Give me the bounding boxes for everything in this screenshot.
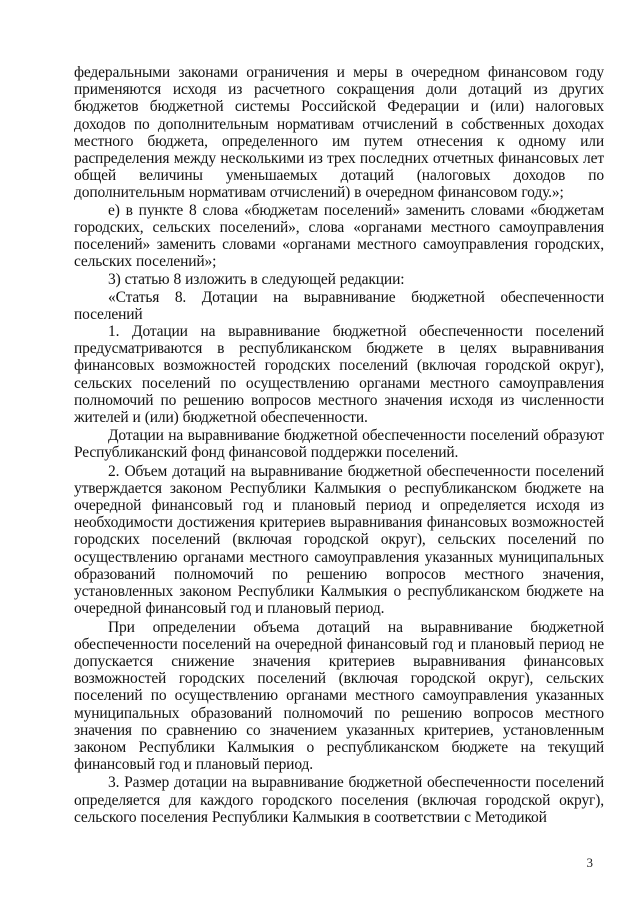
article-8-clause-1-fund: Дотации на выравнивание бюджетной обеспеченности поселений образуют Республиканский фонд финансовой поддержки поселений. [74,427,604,462]
article-8-clause-1: 1. Дотации на выравнивание бюджетной обеспеченности поселений предусматриваются в республиканском бюджете в целях выравнивания финансовых возможностей городских поселений (включая городской округ), сельских поселений по осуществлению органами местного самоуправления полномочий по решению вопросов местного значения исходя из численности жителей и (или) бюджетной обеспеченности. [74,323,604,427]
article-8-clause-3: 3. Размер дотации на выравнивание бюджетной обеспеченности поселений определяется для каждого городского поселения (включая городской округ), сельского поселения Республики Калмыкия в соответствии с Методикой [74,774,604,826]
article-8-heading: «Статья 8. Дотации на выравнивание бюджетной обеспеченности поселений [74,288,604,323]
body-text [74,64,604,826]
article-8-clause-2-restriction: При определении объема дотаций на выравнивание бюджетной обеспеченности поселений на очередной финансовый год и плановый период не допускается снижение значения критериев выравнивания финансовых возможностей городских поселений (включая городской округ), сельских поселений по осуществлению органами местного самоуправления указанных муниципальных образований полномочий по решению вопросов местного значения по сравнению со значением указанных критериев, установленным законом Республики Калмыкия о республиканском бюджете на текущий финансовый год и плановый период. [74,618,604,774]
paragraph-item-3: 3) статью 8 изложить в следующей редакции: [108,271,405,289]
paragraph-item-e: е) в пункте 8 слова «бюджетам поселений» заменить словами «бюджетам городских, сельских поселений», слова «органами местного самоуправления поселений» заменить словами «органами местного самоуправления городских, сельских поселений»; [74,201,604,271]
page-number: 3 [586,855,593,870]
paragraph-continuation: федеральными законами ограничения и меры в очередном финансовом году применяются исходя из расчетного сокращения доли дотаций из других бюджетов бюджетной системы Российской Федерации и (или) налоговых доходов по дополнительным нормативам отчислений в собственных доходах местного бюджета, определенного им путем отнесения к одному или распределения между несколькими из трех последних отчетных финансовых лет общей величины уменьшаемых дотаций (налоговых доходов по дополнительным нормативам отчислений) в очередном финансовом году.»; [74,64,604,202]
article-8-clause-2: 2. Объем дотаций на выравнивание бюджетной обеспеченности поселений утверждается законом Республики Калмыкия о республиканском бюджете на очередной финансовый год и плановый период и определяется исходя из необходимости достижения критериев выравнивания финансовых возможностей городских поселений (включая городской округ), сельских поселений по осуществлению органами местного самоуправления указанных муниципальных образований полномочий по решению вопросов местного значения, установленных законом Республики Калмыкия о республиканском бюджете на очередной финансовый год и плановый период. [74,462,604,618]
